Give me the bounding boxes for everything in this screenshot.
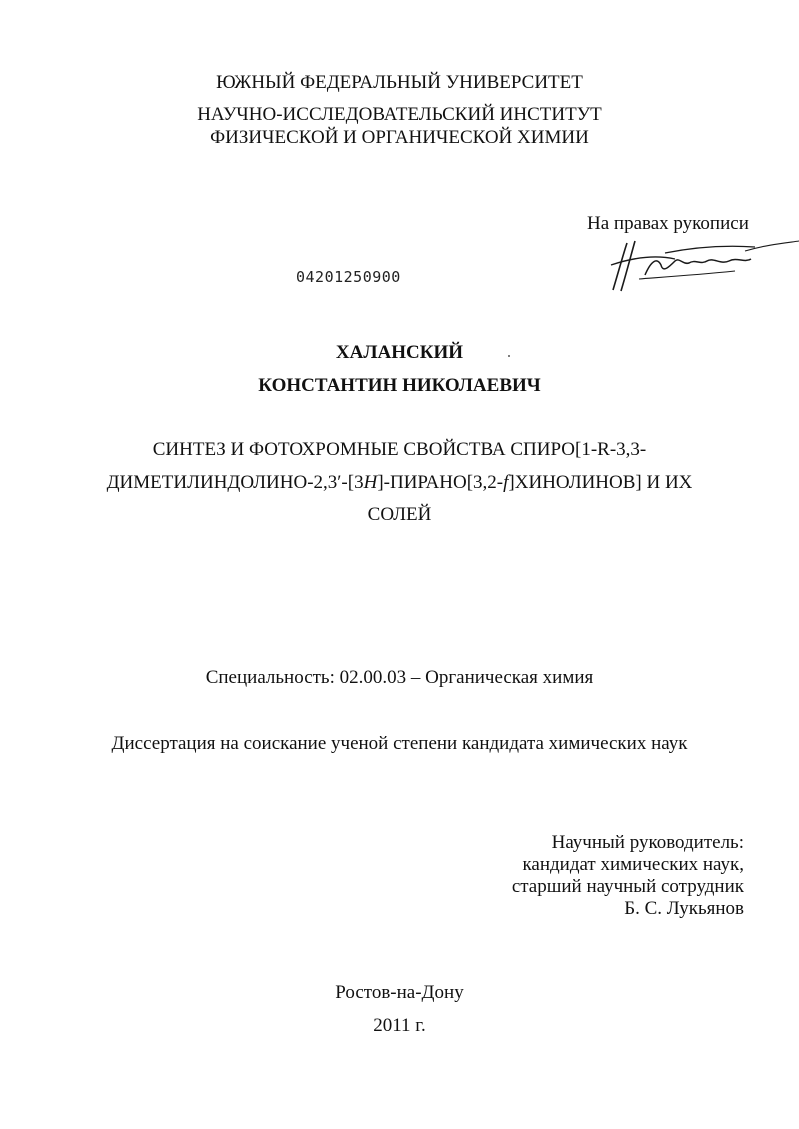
- title-line3: СОЛЕЙ: [367, 504, 432, 525]
- rights-note: На правах рукописи: [587, 213, 749, 234]
- title-line2-part-a: ДИМЕТИЛИНДОЛИНО-2,3′-[3: [106, 472, 364, 493]
- title-line1: СИНТЕЗ И ФОТОХРОМНЫЕ СВОЙСТВА СПИРО[1-R-3,3-: [152, 439, 647, 460]
- specialty: Специальность: 02.00.03 – Органическая химия: [205, 667, 594, 688]
- supervisor-name: Б. С. Лукьянов: [624, 898, 744, 919]
- title-line2-italic-h: H: [363, 472, 378, 493]
- speck: [508, 355, 510, 357]
- supervisor-degree: кандидат химических наук,: [522, 854, 744, 875]
- signature: [605, 235, 799, 297]
- supervisor-position: старший научный сотрудник: [511, 876, 744, 897]
- author-surname: ХАЛАНСКИЙ: [335, 342, 464, 363]
- institute-name-line2: ФИЗИЧЕСКОЙ И ОРГАНИЧЕСКОЙ ХИМИИ: [210, 127, 589, 148]
- title-line2-part-c: ]ХИНОЛИНОВ] И ИХ: [508, 472, 693, 493]
- city: Ростов-на-Дону: [335, 982, 464, 1003]
- author-given-names: КОНСТАНТИН НИКОЛАЕВИЧ: [258, 375, 541, 396]
- title-line2-italic-f: f: [503, 472, 509, 493]
- year: 2011 г.: [373, 1015, 426, 1036]
- degree-statement: Диссертация на соискание ученой степени кандидата химических наук: [111, 733, 688, 754]
- university-name: ЮЖНЫЙ ФЕДЕРАЛЬНЫЙ УНИВЕРСИТЕТ: [216, 72, 583, 93]
- title-line2-part-b: ]-ПИРАНО[3,2-: [377, 472, 504, 493]
- supervisor-label: Научный руководитель:: [551, 832, 744, 853]
- title-line2: [0, 472, 799, 494]
- institute-name-line1: НАУЧНО-ИССЛЕДОВАТЕЛЬСКИЙ ИНСТИТУТ: [197, 104, 602, 125]
- document-number: 04201250900: [296, 268, 401, 286]
